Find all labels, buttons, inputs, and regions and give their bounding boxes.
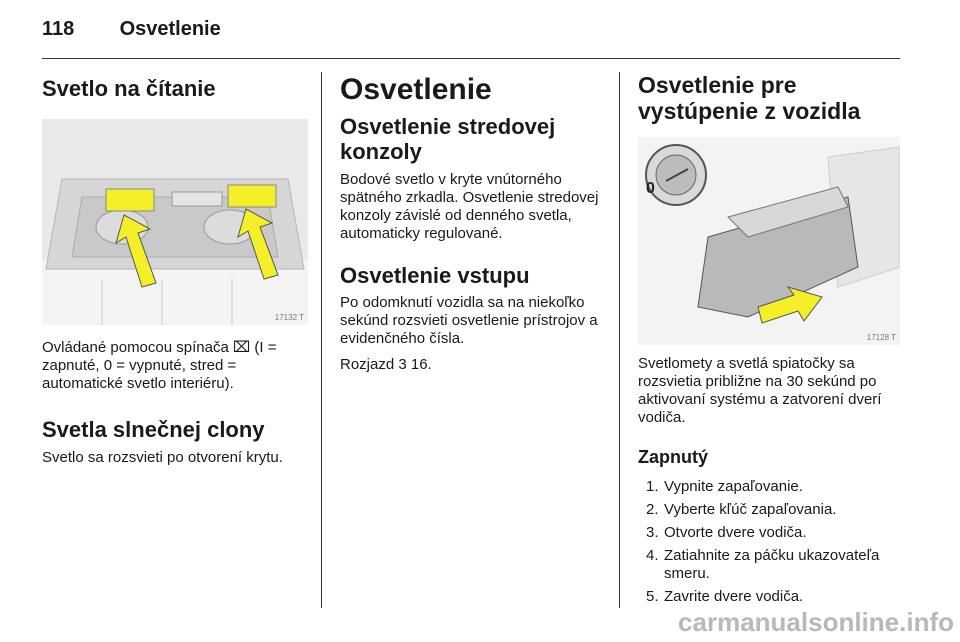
figure-code: 17132 T	[274, 313, 304, 323]
reference-text: Rozjazd	[340, 355, 399, 373]
reading-light-figure	[42, 119, 308, 325]
reference-arrow-icon: 3	[398, 355, 407, 373]
paragraph: Svetlomety a svetlá spiatočky sa rozsvietia približne na 30 sekúnd po aktivovaní systému a zatvorení dverí vodiča.	[638, 354, 882, 426]
header-rule	[42, 58, 900, 59]
reference-page: 16.	[406, 355, 432, 373]
column-left	[42, 72, 310, 467]
page-header	[42, 18, 221, 41]
steps-list	[638, 478, 900, 606]
exit-lighting-figure	[638, 137, 900, 345]
running-title: Osvetlenie	[119, 18, 221, 40]
column-divider	[321, 72, 322, 608]
subsection-heading: Osvetlenie vstupu	[340, 262, 530, 288]
list-heading: Zapnutý	[638, 446, 708, 467]
list-item: 3. Otvorte dvere vodiča.	[646, 524, 807, 542]
column-divider	[619, 72, 620, 608]
figure-label: 0	[646, 179, 655, 197]
list-item: 1. Vypnite zapaľovanie.	[646, 478, 803, 496]
page-number: 118	[42, 18, 75, 40]
section-heading: Svetlo na čítanie	[42, 76, 216, 101]
list-item: 4. Zatiahnite za páčku ukazovateľa smeru.	[646, 547, 880, 583]
paragraph: Ovládané pomocou spínača ⌧ (I = zapnuté, 0 = vypnuté, stred = automatické svetlo interiéru).	[42, 339, 277, 393]
list-item: 5. Zavrite dvere vodiča.	[646, 588, 804, 606]
paragraph: Po odomknutí vozidla sa na niekoľko sekúnd rozsvieti osvetlenie prístrojov a evidenčného čísla.	[340, 293, 598, 347]
paragraph: Svetlo sa rozsvieti po otvorení krytu.	[42, 448, 283, 466]
column-right	[638, 72, 900, 611]
subsection-heading: Osvetlenie stredovej konzoly	[340, 114, 556, 165]
section-heading: Osvetlenie pre vystúpenie z vozidla	[638, 72, 861, 125]
list-item: 2. Vyberte kľúč zapaľovania.	[646, 501, 837, 519]
indicator-lever-illustration	[638, 137, 900, 345]
watermark: carmanualsonline.info	[678, 607, 954, 637]
reading-light-illustration	[42, 119, 308, 325]
cross-reference	[340, 356, 608, 374]
figure-code: 17128 T	[866, 332, 896, 342]
chapter-title: Osvetlenie	[340, 73, 492, 106]
column-middle	[340, 72, 608, 374]
subsection-heading: Svetla slnečnej clony	[42, 417, 265, 443]
paragraph: Bodové svetlo v kryte vnútorného spätného zrkadla. Osvetlenie stredovej konzoly závislé od denného svetla, automaticky regulované.	[340, 170, 599, 242]
